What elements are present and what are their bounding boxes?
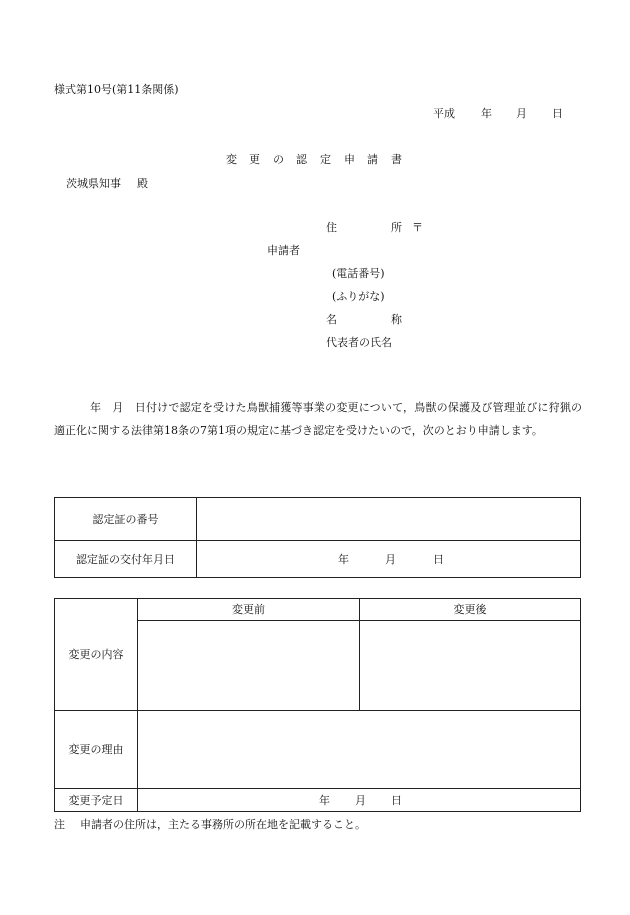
planned-date-day: 日 [391, 794, 402, 807]
change-content-label: 変更の内容 [55, 599, 138, 711]
address-label-2: 所 [391, 221, 402, 234]
certificate-table [54, 497, 581, 578]
title-char: 更 [249, 153, 260, 166]
date-month-label: 月 [516, 107, 527, 120]
title-char: 請 [367, 153, 378, 166]
before-content-field[interactable] [138, 621, 360, 711]
date-era: 平成 [433, 107, 455, 120]
furigana-label: (ふりがな) [332, 290, 385, 303]
planned-date-field[interactable] [138, 789, 581, 812]
cert-date-year: 年 [338, 553, 349, 566]
after-content-field[interactable] [360, 621, 581, 711]
date-day-label: 日 [552, 107, 563, 120]
title-char: の [273, 153, 284, 166]
addressee-honorific: 殿 [137, 177, 148, 190]
name-label-2: 称 [391, 313, 402, 326]
postal-mark: 〒 [412, 221, 423, 234]
phone-label: (電話番号) [332, 267, 385, 280]
after-header: 変更後 [360, 599, 581, 621]
date-year-label: 年 [481, 107, 492, 120]
cert-date-field[interactable] [197, 541, 581, 578]
note-prefix: 注 [54, 818, 65, 831]
planned-date-month: 月 [355, 794, 366, 807]
title-char: 認 [296, 153, 307, 166]
before-header: 変更前 [138, 599, 360, 621]
name-label-1: 名 [326, 313, 337, 326]
applicant-label: 申請者 [267, 244, 300, 257]
cert-date-day: 日 [433, 553, 444, 566]
representative-label: 代表者の氏名 [326, 336, 392, 349]
body-paragraph: 年 月 日付けで認定を受けた鳥獣捕獲等事業の変更について，鳥獣の保護及び管理並びに狩猟の適正化に関する法律第18条の7第1項の規定に基づき認定を受けたいので，次のとおり申請します。 [54, 401, 582, 437]
note-text: 申請者の住所は，主たる事務所の所在地を記載すること。 [80, 818, 366, 831]
cert-number-label: 認定証の番号 [55, 498, 197, 541]
form-number-label: 様式第10号(第11条関係) [54, 83, 179, 96]
planned-date-year: 年 [319, 794, 330, 807]
title-char: 書 [391, 153, 402, 166]
cert-date-month: 月 [385, 553, 396, 566]
change-reason-label: 変更の理由 [55, 711, 138, 789]
title-char: 定 [320, 153, 331, 166]
address-label-1: 住 [326, 221, 337, 234]
cert-date-label: 認定証の交付年月日 [55, 541, 197, 578]
planned-date-label: 変更予定日 [55, 789, 138, 812]
change-reason-field[interactable] [138, 711, 581, 789]
title-char: 申 [344, 153, 355, 166]
addressee-name: 茨城県知事 [66, 177, 121, 190]
cert-number-field[interactable] [197, 498, 581, 541]
title-char: 変 [226, 153, 237, 166]
change-table [54, 598, 581, 812]
